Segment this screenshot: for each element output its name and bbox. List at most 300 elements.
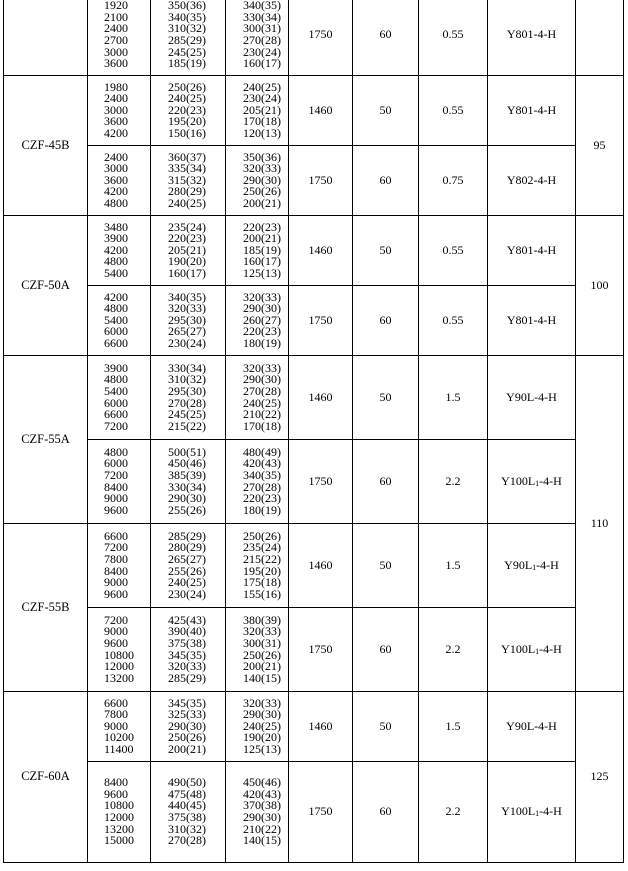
value-line: 9000 [104,575,128,590]
value-line: 195(20) [168,114,206,129]
motor-model-text: Y100L [501,473,536,488]
motor-model-subscript: 1 [532,562,537,572]
freq-cell: 60 [353,608,419,692]
model-cell: CZF-60A [4,692,88,863]
value-line: 170(18) [243,418,281,433]
speed-cell: 1460 [289,524,353,608]
value-line: 9600 [104,502,128,517]
value-line: 230(24) [243,44,281,59]
diameter-cell: 95 [576,76,624,216]
col1-cell [88,146,151,216]
value-line: 320(33) [168,659,206,674]
col2-cell [151,146,226,216]
motor-model-subscript: 1 [535,809,540,819]
speed-cell: 1750 [289,440,353,524]
value-line: 480(49) [243,444,281,459]
value-line: 250(26) [168,730,206,745]
table-row [4,0,624,76]
value-line: 290(30) [168,718,206,733]
value-line: 290(30) [168,491,206,506]
value-line: 5400 [104,265,128,280]
motor-model-text: Y802-4-H [506,172,557,187]
value-line: 7800 [104,707,128,722]
motor-model-cell [488,0,576,76]
value-line: 290(30) [243,372,281,387]
value-line: 205(21) [168,242,206,257]
speed-cell: 1750 [289,762,353,863]
value-line: 245(25) [168,407,206,422]
value-line: 4800 [104,301,128,316]
table-row [4,286,624,356]
motor-model-cell [488,356,576,440]
value-line: 7800 [104,551,128,566]
value-line: 240(25) [168,91,206,106]
value-line: 250(26) [243,528,281,543]
value-line: 260(27) [243,312,281,327]
col3-cell [226,524,289,608]
value-line: 220(23) [168,102,206,117]
speed-cell: 1460 [289,216,353,286]
value-line: 120(13) [243,125,281,140]
value-line: 285(29) [168,670,206,685]
value-line: 3000 [104,44,128,59]
value-line: 125(13) [243,741,281,756]
speed-cell: 1460 [289,692,353,762]
table-row [4,524,624,608]
diameter-cell: 100 [576,216,624,356]
value-line: 440(45) [168,798,206,813]
value-line: 3000 [104,102,128,117]
value-line: 160(17) [168,265,206,280]
value-line: 425(43) [168,612,206,627]
value-line: 250(26) [168,79,206,94]
value-line: 375(38) [168,810,206,824]
power-cell: 2.2 [419,440,488,524]
value-line: 245(25) [168,44,206,59]
value-line: 300(31) [243,21,281,36]
col2-cell [151,76,226,146]
model-cell: CZF-45B [4,76,88,216]
value-line: 7200 [104,467,128,482]
table-row [4,608,624,692]
col2-cell [151,762,226,863]
value-line: 320(33) [243,360,281,375]
motor-model-suffix: -4-H [539,473,562,488]
col2-cell [151,440,226,524]
value-line: 7200 [104,540,128,555]
col1-cell [88,524,151,608]
motor-model-suffix: -4-H [539,641,562,656]
value-line: 7200 [104,612,128,627]
value-line: 6600 [104,335,128,350]
col3-cell [226,356,289,440]
value-line: 11400 [104,741,134,756]
motor-model-text: Y801-4-H [506,312,557,327]
value-line: 450(46) [168,456,206,471]
value-line: 285(29) [168,33,206,47]
diameter-cell [576,0,624,76]
col3-cell [226,440,289,524]
value-line: 175(18) [243,575,281,590]
freq-cell: 50 [353,524,419,608]
value-line: 340(35) [168,9,206,24]
motor-model-suffix: -4-H [539,804,562,819]
value-line: 315(32) [168,172,206,187]
motor-model-cell [488,146,576,216]
col2-cell [151,0,226,76]
col1-cell [88,0,151,76]
col1-cell [88,692,151,762]
motor-model-cell [488,762,576,863]
value-line: 9600 [104,635,128,650]
motor-model-cell [488,216,576,286]
value-line: 12000 [104,659,134,674]
value-line: 345(35) [168,647,206,662]
value-line: 13200 [104,670,134,685]
value-line: 370(38) [243,798,281,813]
model-cell: CZF-55A [4,356,88,524]
value-line: 4200 [104,184,128,199]
value-line: 5400 [104,383,128,398]
value-line: 200(21) [168,741,206,756]
value-line: 190(20) [168,254,206,269]
value-line: 320(33) [243,289,281,304]
value-line: 3000 [104,161,128,176]
motor-model-text: Y90L [504,557,533,572]
value-line: 9000 [104,491,128,506]
value-line: 320(33) [243,161,281,176]
col3-cell [226,146,289,216]
value-line: 140(15) [243,670,281,685]
power-cell: 0.55 [419,216,488,286]
value-line: 4200 [104,125,128,140]
col3-cell [226,216,289,286]
motor-model-cell [488,524,576,608]
col3-cell [226,692,289,762]
value-line: 2400 [104,149,128,164]
power-cell: 0.55 [419,286,488,356]
value-line: 380(39) [243,612,281,627]
value-line: 2400 [104,91,128,106]
model-cell: CZF-50A [4,216,88,356]
value-line: 300(31) [243,635,281,650]
power-cell: 1.5 [419,524,488,608]
value-line: 290(30) [243,707,281,722]
motor-model-subscript: 1 [535,478,540,488]
model-cell [4,0,88,76]
value-line: 320(33) [168,301,206,316]
col3-cell [226,762,289,863]
value-line: 6600 [104,695,128,710]
motor-model-text: Y100L [501,804,536,819]
value-line: 240(25) [243,79,281,94]
value-line: 230(24) [243,91,281,106]
value-line: 185(19) [168,56,206,71]
motor-model-cell [488,692,576,762]
value-line: 285(29) [168,528,206,543]
value-line: 4800 [104,372,128,387]
value-line: 1920 [104,0,128,13]
freq-cell: 60 [353,762,419,863]
value-line: 375(38) [168,635,206,650]
value-line: 200(21) [243,195,281,210]
value-line: 140(15) [243,833,281,848]
value-line: 215(22) [243,551,281,566]
value-line: 230(24) [168,586,206,601]
motor-model-cell [488,440,576,524]
power-cell: 0.55 [419,76,488,146]
value-line: 9000 [104,624,128,639]
table-row [4,762,624,863]
value-line: 13200 [104,821,134,836]
value-line: 6000 [104,395,128,410]
value-line: 9600 [104,586,128,601]
value-line: 325(33) [168,707,206,722]
value-line: 280(29) [168,540,206,555]
col3-cell [226,76,289,146]
value-line: 290(30) [243,172,281,187]
value-line: 10200 [104,730,134,745]
value-line: 185(19) [243,242,281,257]
fan-spec-table [3,0,624,863]
value-line: 8400 [104,479,128,494]
value-line: 340(35) [243,0,281,13]
power-cell: 2.2 [419,762,488,863]
speed-cell: 1460 [289,76,353,146]
value-line: 345(35) [168,695,206,710]
value-line: 6600 [104,407,128,422]
value-line: 235(24) [168,219,206,234]
value-line: 310(32) [168,372,206,387]
table-row [4,216,624,286]
freq-cell: 50 [353,76,419,146]
value-line: 220(23) [243,324,281,339]
value-line: 10800 [104,647,134,662]
diameter-cell: 110 [576,356,624,692]
power-cell: 0.75 [419,146,488,216]
value-line: 270(28) [168,395,206,410]
motor-model-text: Y90L-4-H [506,389,557,404]
value-line: 160(17) [243,56,281,71]
value-line: 350(36) [243,149,281,164]
value-line: 125(13) [243,265,281,280]
value-line: 10800 [104,798,134,813]
power-cell: 1.5 [419,356,488,440]
col1-cell [88,762,151,863]
value-line: 240(25) [168,575,206,590]
value-line: 385(39) [168,467,206,482]
motor-model-text: Y801-4-H [506,27,557,42]
value-line: 220(23) [243,491,281,506]
table-row [4,440,624,524]
value-line: 255(26) [168,502,206,517]
value-line: 170(18) [243,114,281,129]
value-line: 450(46) [243,775,281,790]
value-line: 4200 [104,242,128,257]
table-row [4,146,624,216]
col1-cell [88,286,151,356]
value-line: 210(22) [243,821,281,836]
motor-model-text: Y100L [501,641,536,656]
value-line: 295(30) [168,312,206,327]
freq-cell: 60 [353,286,419,356]
col2-cell [151,216,226,286]
table-row [4,356,624,440]
motor-model-cell [488,76,576,146]
value-line: 270(28) [168,833,206,848]
col2-cell [151,692,226,762]
col1-cell [88,356,151,440]
value-line: 280(29) [168,184,206,199]
value-line: 420(43) [243,456,281,471]
motor-model-text: Y801-4-H [506,242,557,257]
value-line: 340(35) [168,289,206,304]
value-line: 295(30) [168,383,206,398]
diameter-cell: 125 [576,692,624,863]
value-line: 200(21) [243,659,281,674]
col2-cell [151,524,226,608]
motor-model-subscript: 1 [535,646,540,656]
value-line: 250(26) [243,184,281,199]
value-line: 320(33) [243,624,281,639]
value-line: 360(37) [168,149,206,164]
value-line: 240(25) [243,395,281,410]
value-line: 9600 [104,786,128,801]
value-line: 2100 [104,9,128,24]
motor-model-suffix: -4-H [536,557,559,572]
speed-cell: 1750 [289,146,353,216]
value-line: 265(27) [168,551,206,566]
motor-model-cell [488,286,576,356]
value-line: 290(30) [243,301,281,316]
value-line: 420(43) [243,786,281,801]
value-line: 310(32) [168,821,206,836]
value-line: 330(34) [168,360,206,375]
col1-cell [88,608,151,692]
freq-cell: 60 [353,0,419,76]
value-line: 2400 [104,21,128,36]
value-line: 180(19) [243,502,281,517]
value-line: 3600 [104,114,128,129]
value-line: 475(48) [168,786,206,801]
col2-cell [151,286,226,356]
col1-cell [88,216,151,286]
power-cell: 2.2 [419,608,488,692]
power-cell: 0.55 [419,0,488,76]
value-line: 330(34) [168,479,206,494]
value-line: 2700 [104,33,128,47]
value-line: 390(40) [168,624,206,639]
value-line: 235(24) [243,540,281,555]
value-line: 6000 [104,456,128,471]
value-line: 230(24) [168,335,206,350]
value-line: 200(21) [243,231,281,246]
value-line: 335(34) [168,161,206,176]
value-line: 210(22) [243,407,281,422]
col3-cell [226,608,289,692]
value-line: 9000 [104,718,128,733]
value-line: 3480 [104,219,128,234]
value-line: 220(23) [168,231,206,246]
col2-cell [151,608,226,692]
value-line: 195(20) [243,563,281,578]
freq-cell: 50 [353,356,419,440]
value-line: 180(19) [243,335,281,350]
value-line: 490(50) [168,775,206,790]
value-line: 270(28) [243,479,281,494]
freq-cell: 60 [353,440,419,524]
value-line: 8400 [104,775,128,790]
value-line: 500(51) [168,444,206,459]
motor-model-text: Y90L-4-H [506,718,557,733]
value-line: 310(32) [168,21,206,36]
freq-cell: 50 [353,216,419,286]
freq-cell: 50 [353,692,419,762]
value-line: 240(25) [168,195,206,210]
value-line: 265(27) [168,324,206,339]
spec-sheet [3,0,623,863]
col1-cell [88,76,151,146]
value-line: 4800 [104,195,128,210]
value-line: 290(30) [243,810,281,824]
speed-cell: 1750 [289,0,353,76]
value-line: 340(35) [243,467,281,482]
value-line: 3900 [104,231,128,246]
value-line: 255(26) [168,563,206,578]
value-line: 155(16) [243,586,281,601]
motor-model-cell [488,608,576,692]
value-line: 270(28) [243,33,281,47]
value-line: 8400 [104,563,128,578]
value-line: 7200 [104,418,128,433]
speed-cell: 1460 [289,356,353,440]
value-line: 350(36) [168,0,206,13]
value-line: 250(26) [243,647,281,662]
value-line: 4800 [104,254,128,269]
value-line: 205(21) [243,102,281,117]
value-line: 3600 [104,56,128,71]
model-cell: CZF-55B [4,524,88,692]
freq-cell: 60 [353,146,419,216]
col3-cell [226,286,289,356]
value-line: 220(23) [243,219,281,234]
value-line: 5400 [104,312,128,327]
value-line: 4200 [104,289,128,304]
value-line: 270(28) [243,383,281,398]
value-line: 3900 [104,360,128,375]
value-line: 3600 [104,172,128,187]
value-line: 150(16) [168,125,206,140]
value-line: 12000 [104,810,134,824]
value-line: 1980 [104,79,128,94]
table-row [4,76,624,146]
value-line: 15000 [104,833,134,848]
value-line: 160(17) [243,254,281,269]
value-line: 330(34) [243,9,281,24]
speed-cell: 1750 [289,286,353,356]
value-line: 4800 [104,444,128,459]
speed-cell: 1750 [289,608,353,692]
value-line: 215(22) [168,418,206,433]
value-line: 320(33) [243,695,281,710]
motor-model-text: Y801-4-H [506,102,557,117]
value-line: 6000 [104,324,128,339]
table-row [4,692,624,762]
value-line: 6600 [104,528,128,543]
power-cell: 1.5 [419,692,488,762]
col2-cell [151,356,226,440]
col1-cell [88,440,151,524]
